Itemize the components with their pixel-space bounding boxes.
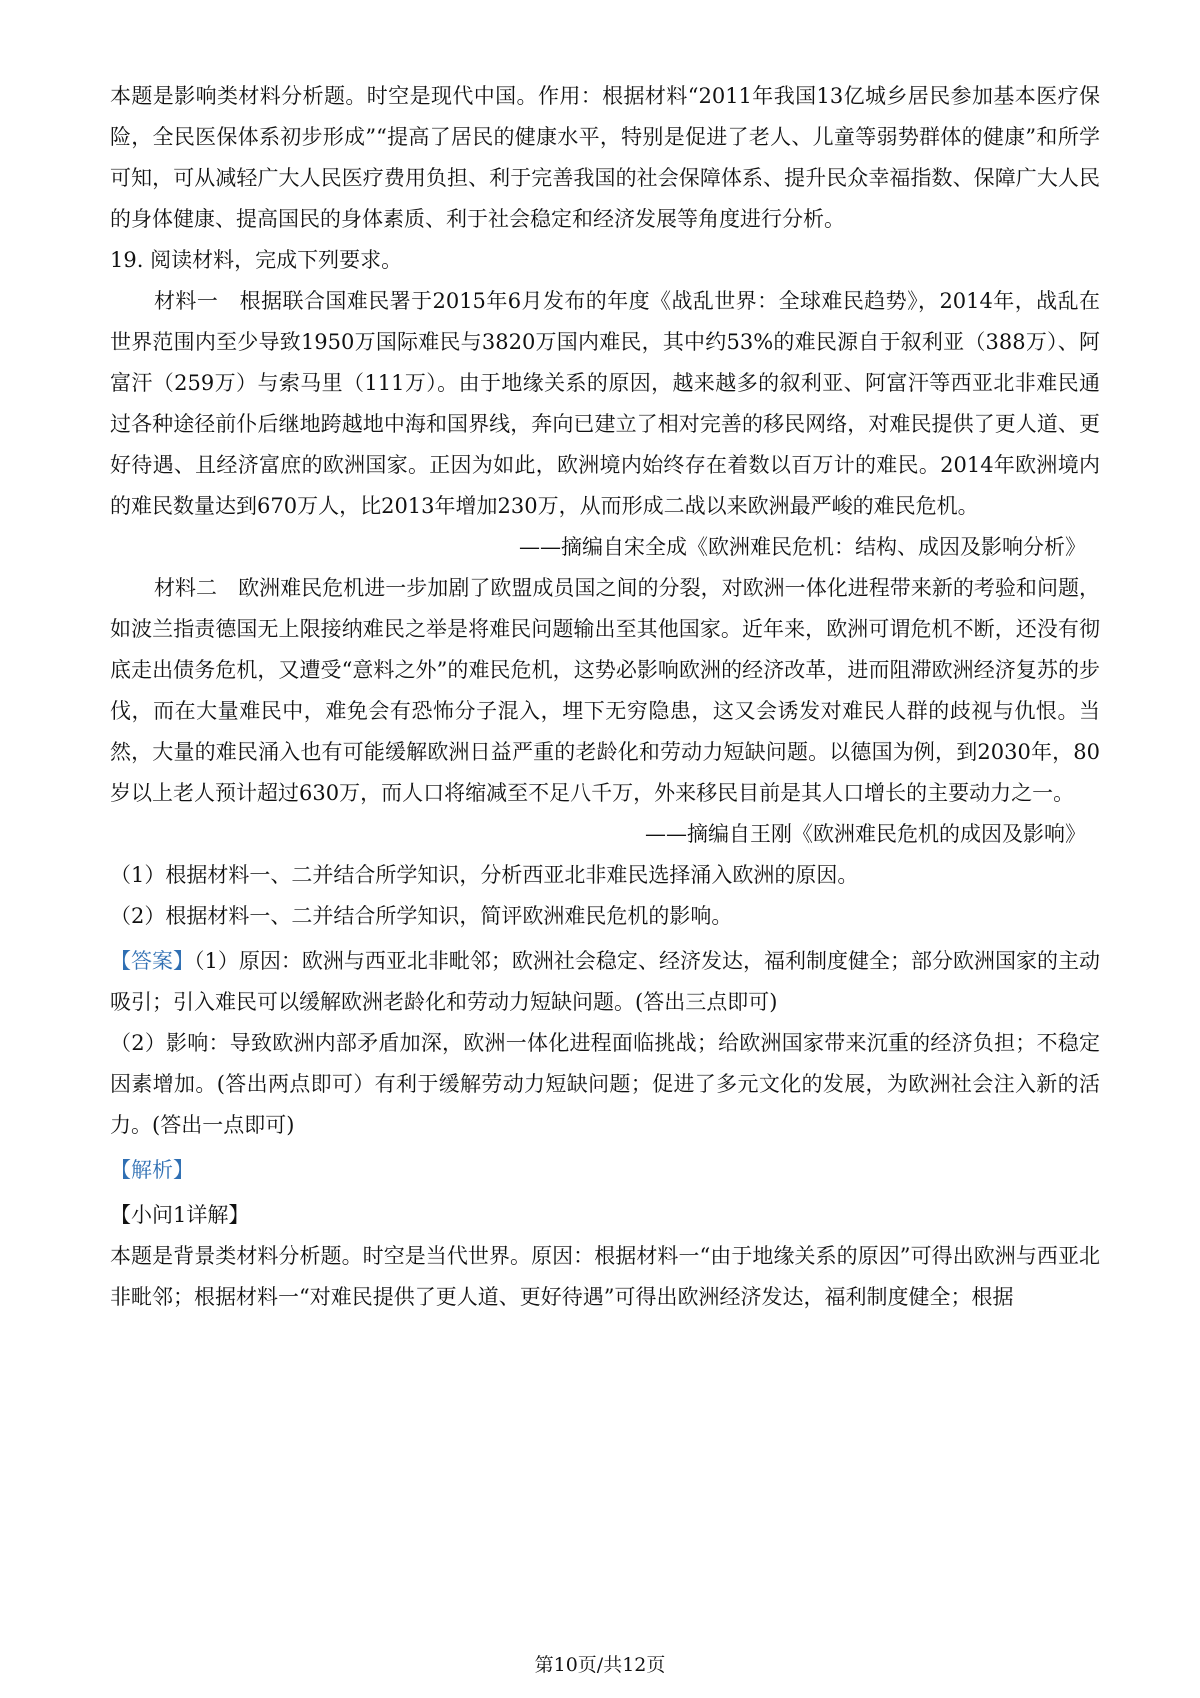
page-number: 第10页/共12页 — [534, 1654, 666, 1676]
sub-question-1-detail-heading: 【小问1详解】 — [110, 1203, 250, 1227]
analysis-text: 本题是背景类材料分析题。时空是当代世界。原因：根据材料一“由于地缘关系的原因”可得出欧洲与西亚北非毗邻；根据材料一“对难民提供了更人道、更好待遇”可得出欧洲经济发达，福利制度健全；根据 — [110, 1244, 1100, 1309]
answer-tag: 【答案】 — [110, 949, 195, 973]
answer-1-text: （1）原因：欧洲与西亚北非毗邻；欧洲社会稳定、经济发达，福利制度健全；部分欧洲国家的主动吸引；引入难民可以缓解欧洲老龄化和劳动力短缺问题。(答出三点即可) — [110, 949, 1101, 1014]
intro-analysis-paragraph: 本题是影响类材料分析题。时空是现代中国。作用：根据材料“2011年我国13亿城乡居民参加基本医疗保险，全民医保体系初步形成”“提高了居民的健康水平，特别是促进了老人、儿童等弱势群体的健康”和所学可知，可从减轻广大人民医疗费用负担、利于完善我国的社会保障体系、提升民众幸福指数、保障广大人民的身体健康、提高国民的身体素质、利于社会稳定和经济发展等角度进行分析。 — [110, 84, 1100, 231]
answer-2-text: （2）影响：导致欧洲内部矛盾加深，欧洲一体化进程面临挑战；给欧洲国家带来沉重的经济负担；不稳定因素增加。(答出两点即可）有利于缓解劳动力短缺问题；促进了多元文化的发展，为欧洲社会注入新的活力。(答出一点即可) — [110, 1031, 1100, 1137]
sub-question-2: （2）根据材料一、二并结合所学知识，简评欧洲难民危机的影响。 — [110, 904, 733, 928]
material-one: 材料一 根据联合国难民署于2015年6月发布的年度《战乱世界：全球难民趋势》，2014年，战乱在世界范围内至少导致1950万国际难民与3820万国内难民，其中约53%的难民源自于叙利亚（388万）、阿富汗（259万）与索马里（111万）。由于地缘关系的原因，越来越多的叙利亚、阿富汗等西亚北非难民通过各种途径前仆后继地跨越地中海和国界线，奔向已建立了相对完善的移民网络，对难民提供了更人道、更好待遇、且经济富庶的欧洲国家。正因为如此，欧洲境内始终存在着数以百万计的难民。2014年欧洲境内的难民数量达到670万人，比2013年增加230万，从而形成二战以来欧洲最严峻的难民危机。 — [110, 289, 1100, 518]
analysis-tag: 【解析】 — [110, 1158, 194, 1182]
page-content — [110, 76, 1100, 1318]
question-heading: 19. 阅读材料，完成下列要求。 — [110, 248, 403, 272]
sub-question-1: （1）根据材料一、二并结合所学知识，分析西亚北非难民选择涌入欧洲的原因。 — [110, 863, 859, 887]
material-one-source: ——摘编自宋全成《欧洲难民危机：结构、成因及影响分析》 — [519, 535, 1086, 559]
material-two-source: ——摘编自王刚《欧洲难民危机的成因及影响》 — [645, 822, 1086, 846]
answer-block-1 — [110, 941, 1100, 1023]
material-two: 材料二 欧洲难民危机进一步加剧了欧盟成员国之间的分裂，对欧洲一体化进程带来新的考验和问题，如波兰指责德国无上限接纳难民之举是将难民问题输出至其他国家。近年来，欧洲可谓危机不断，还没有彻底走出债务危机，又遭受“意料之外”的难民危机，这势必影响欧洲的经济改革，进而阻滞欧洲经济复苏的步伐，而在大量难民中，难免会有恐怖分子混入，埋下无穷隐患，这又会诱发对难民人群的歧视与仇恨。当然，大量的难民涌入也有可能缓解欧洲日益严重的老龄化和劳动力短缺问题。以德国为例，到2030年，80岁以上老人预计超过630万，而人口将缩减至不足八千万，外来移民目前是其人口增长的主要动力之一。 — [110, 576, 1100, 805]
analysis-block — [110, 1150, 1100, 1191]
